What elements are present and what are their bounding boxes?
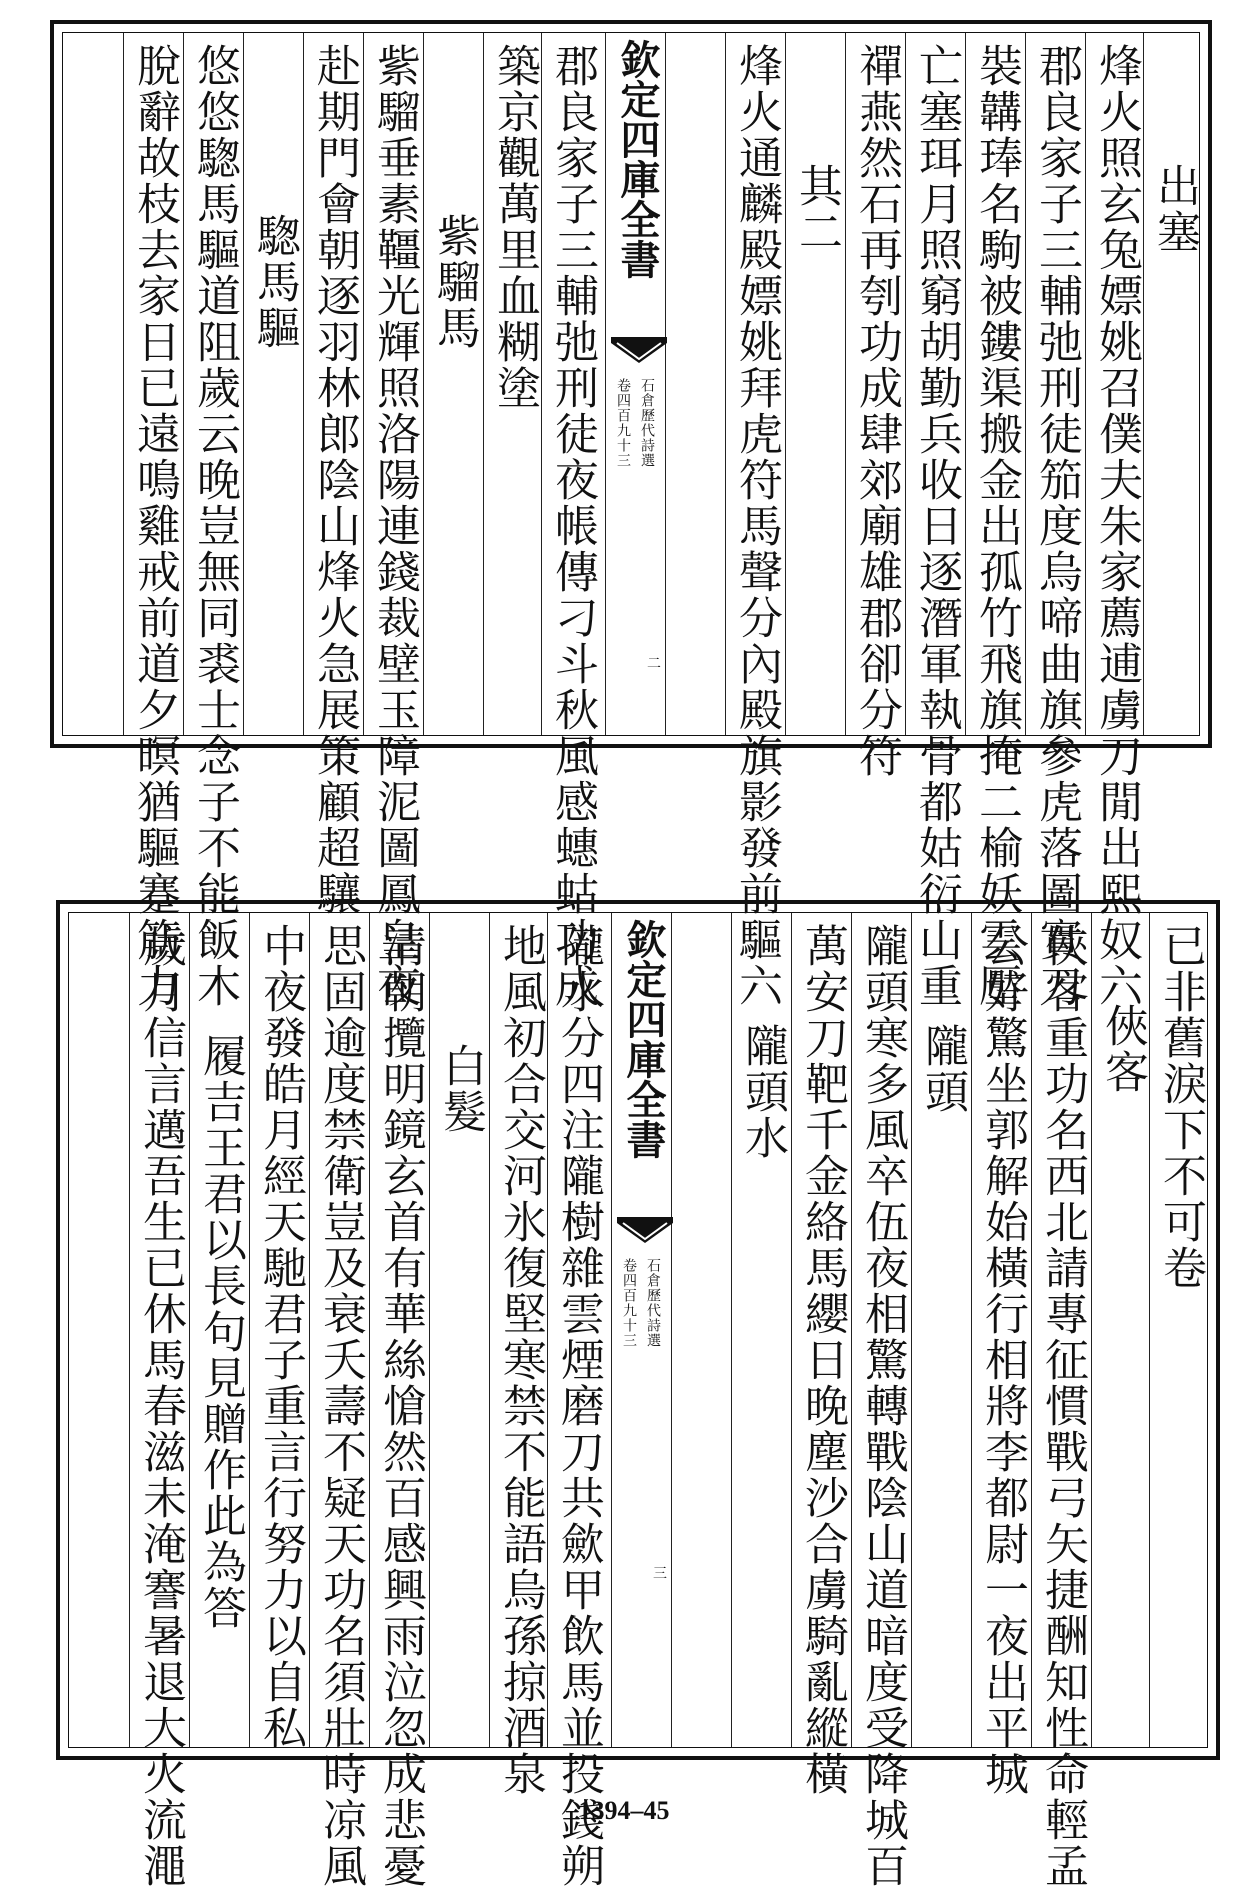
banner-volume: 卷四百九十三 [615, 378, 631, 468]
poem-title-ziliuma: 紫騮馬 [429, 213, 480, 351]
poem-title-xiake: 俠客 [1097, 1003, 1148, 1095]
top-page-text-area [62, 32, 1200, 1009]
poem-title-baifa: 白髮 [435, 1043, 486, 1135]
text-column: 亡塞珥月照窮胡勤兵收日逐潛軍執骨都姑衍山重 [911, 43, 962, 1009]
text-column: 烽火照玄兔嫖姚召僕夫朱家薦逋虜刀閒出熙奴六 [1091, 43, 1142, 1009]
poem-title-lvji: 履吉王君以長句見贈作此為答 [195, 1033, 246, 1631]
text-column: 中夜發皓月經天馳君子重言行努力以自私 [255, 923, 306, 1751]
poem-title-qier: 其二 [791, 163, 842, 255]
text-column: 隴水分四注隴樹雜雲煙磨刀共歛甲飲馬並投錢朔 [553, 923, 604, 1889]
text-column: 脫辭故枝去家日已遠鳴雞戒前道夕暝猶驅蹇筋力 [129, 43, 180, 1009]
page-code: 1394–45 [578, 1796, 670, 1825]
text-column: 地風初合交河氷復堅寒禁不能語烏孫掠酒泉 [495, 923, 546, 1797]
banner-page-number: 二 [647, 656, 661, 672]
text-column: 禪燕然石再刳功成肆郊廟雄郡卻分符 [851, 43, 902, 779]
text-column: 郡良家子三輔弛刑徒夜帳傳刁斗秋風感蟪蛄功成 [547, 43, 598, 1009]
text-column: 悠悠騘馬驅道阻歲云晚豈無同裘士念子不能飯木 [189, 43, 240, 1009]
text-column: 築京觀萬里血糊塗 [489, 43, 540, 411]
text-column: 隴頭寒多風卒伍夜相驚轉戰陰山道暗度受降城百 [857, 923, 908, 1889]
text-column: 赴期門會朝逐羽林郎陰山烽火急展策顧超驤 [309, 43, 360, 917]
banner-page-number: 三 [653, 1566, 667, 1582]
text-column: 已非舊淚下不可卷 [1155, 923, 1206, 1291]
poem-title-longtoushui: 隴頭水 [737, 1023, 788, 1161]
banner-volume: 卷四百九十三 [621, 1258, 637, 1348]
banner-title: 欽定四庫全書 [620, 919, 667, 1159]
text-column: 俠客重功名西北請專征慣戰弓矢捷酬知性命輕孟 [1037, 923, 1088, 1889]
fish-tail-ornament-icon [609, 333, 669, 373]
text-column: 紫騮垂素韁光輝照洛陽連錢裁壁玉障泥圖鳳皇夜 [369, 43, 420, 1009]
text-column: 裝韝琫名駒被鏤渠搬金出孤竹飛旗掩二榆妖雲壓 [971, 43, 1022, 1009]
poem-title-congmaqu: 騘馬驅 [249, 213, 300, 351]
center-banner [607, 33, 671, 735]
banner-book-title: 石倉歷代詩選 [639, 378, 655, 468]
fish-tail-ornament-icon [615, 1213, 675, 1253]
poem-title-longtou: 隴頭 [917, 1023, 968, 1115]
poem-title-chusai: 出塞 [1149, 163, 1200, 255]
text-column: 歲月信言邁吾生已休馬春滋未淹謇暑退大火流澠 [135, 923, 186, 1889]
text-column: 公好驚坐郭解始橫行相將李都尉一夜出平城 [977, 923, 1028, 1797]
text-column: 思固逾度禁衛豈及衰夭壽不疑天功名須壯時凉風 [315, 923, 366, 1889]
top-page-border [50, 20, 1212, 1009]
text-column: 萬安刀靶千金絡馬纓日晚塵沙合虜騎亂縱橫 [797, 923, 848, 1797]
banner-title: 欽定四庫全書 [614, 39, 661, 279]
text-column: 郡良家子三輔弛刑徒笳度烏啼曲旗參虎落圖實刀 [1031, 43, 1082, 1009]
center-banner [613, 913, 677, 1747]
text-column: 烽火通麟殿嫖姚拜虎符馬聲分內殿旗影發前驅六 [731, 43, 782, 1009]
text-column: 清朝攬明鏡玄首有華絲愴然百感興雨泣忽成悲憂 [375, 923, 426, 1889]
banner-book-title: 石倉歷代詩選 [645, 1258, 661, 1348]
